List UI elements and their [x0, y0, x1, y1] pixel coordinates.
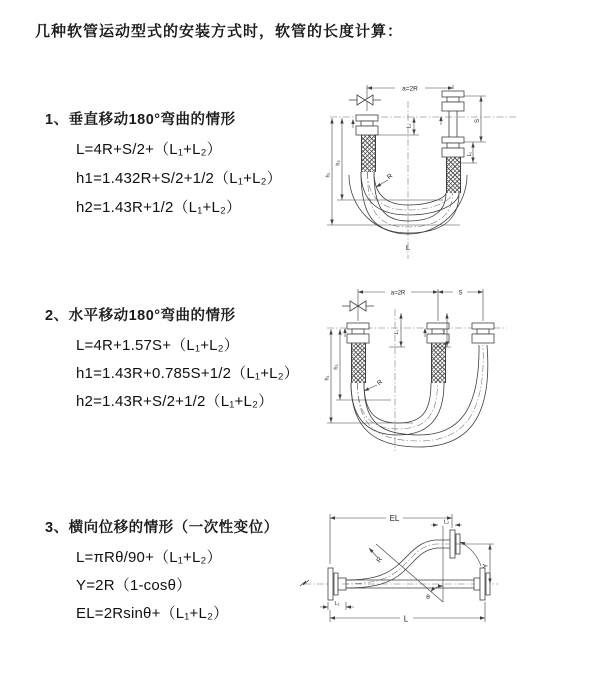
dim-label-theta: θ	[426, 594, 430, 601]
hose-fitting	[347, 323, 494, 343]
section-1-heading: 1、垂直移动180°弯曲的情形	[45, 112, 236, 128]
dim-label-l1: L₁	[406, 123, 413, 129]
hose-fitting	[442, 91, 464, 157]
diagram-vertical-180-bend	[310, 75, 520, 267]
dim-label-l2: L₂	[467, 151, 473, 157]
section-2-heading: 2、水平移动180°弯曲的情形	[45, 308, 236, 324]
dim-label-l: L	[405, 243, 411, 252]
dim-label-s: S	[475, 118, 481, 124]
dim-label-l: L	[403, 614, 409, 624]
formula-line: h2=1.43R+1/2（L₁+L₂）	[76, 199, 242, 216]
dim-label-y: Y	[482, 563, 490, 569]
braided-hose-section	[431, 343, 446, 383]
dim-label-a2r: a=2R	[390, 290, 406, 297]
dim-label-l1: L₁	[394, 329, 400, 335]
dim-label-r: R	[375, 556, 384, 565]
braided-hose-section	[351, 343, 366, 383]
dim-label-a2r: a=2R	[402, 85, 418, 93]
centerline-break-mark	[300, 580, 309, 586]
diagram-lateral-displacement	[298, 498, 518, 650]
hose-fitting	[356, 115, 378, 135]
formula-line: EL=2Rsinθ+（L₁+L₂）	[76, 605, 229, 622]
formula-line: h1=1.432R+S/2+1/2（L₁+L₂）	[76, 170, 282, 187]
dim-label-h1: h₁	[324, 375, 331, 381]
formula-line: h1=1.43R+0.785S+1/2（L₁+L₂）	[76, 365, 299, 382]
dim-label-el: EL	[389, 514, 400, 523]
dim-label-r: R	[386, 172, 395, 182]
dim-label-h2: h₂	[333, 364, 340, 370]
dim-label-s: S	[458, 290, 463, 297]
dim-label-l2: L₂	[443, 519, 450, 526]
formula-line: h2=1.43R+S/2+1/2（L₁+L₂）	[76, 393, 274, 410]
dim-label-h2: h₂	[335, 160, 342, 166]
hose-curves	[351, 345, 488, 447]
section-3-heading: 3、横向位移的情形（一次性变位）	[45, 520, 279, 536]
formula-line: L=πRθ/90+（L₁+L₂）	[76, 549, 222, 566]
dim-label-h1: h₁	[325, 172, 332, 178]
page-title: 几种软管运动型式的安装方式时，软管的长度计算：	[35, 23, 404, 40]
braided-hose-section	[446, 157, 461, 193]
formula-line: L=4R+S/2+（L₁+L₂）	[76, 141, 222, 158]
flange-fitting	[474, 568, 490, 600]
formula-line: L=4R+1.57S+（L₁+L₂）	[76, 337, 239, 354]
dim-label-l1: L₁	[334, 601, 340, 607]
valve-icon	[349, 95, 381, 105]
diagram-horizontal-180-bend	[315, 283, 515, 461]
dim-label-l2: L₂	[440, 329, 446, 335]
braided-hose-section	[361, 135, 376, 172]
dim-label-r: R	[376, 378, 385, 388]
formula-line: Y=2R（1-cosθ）	[76, 577, 192, 594]
